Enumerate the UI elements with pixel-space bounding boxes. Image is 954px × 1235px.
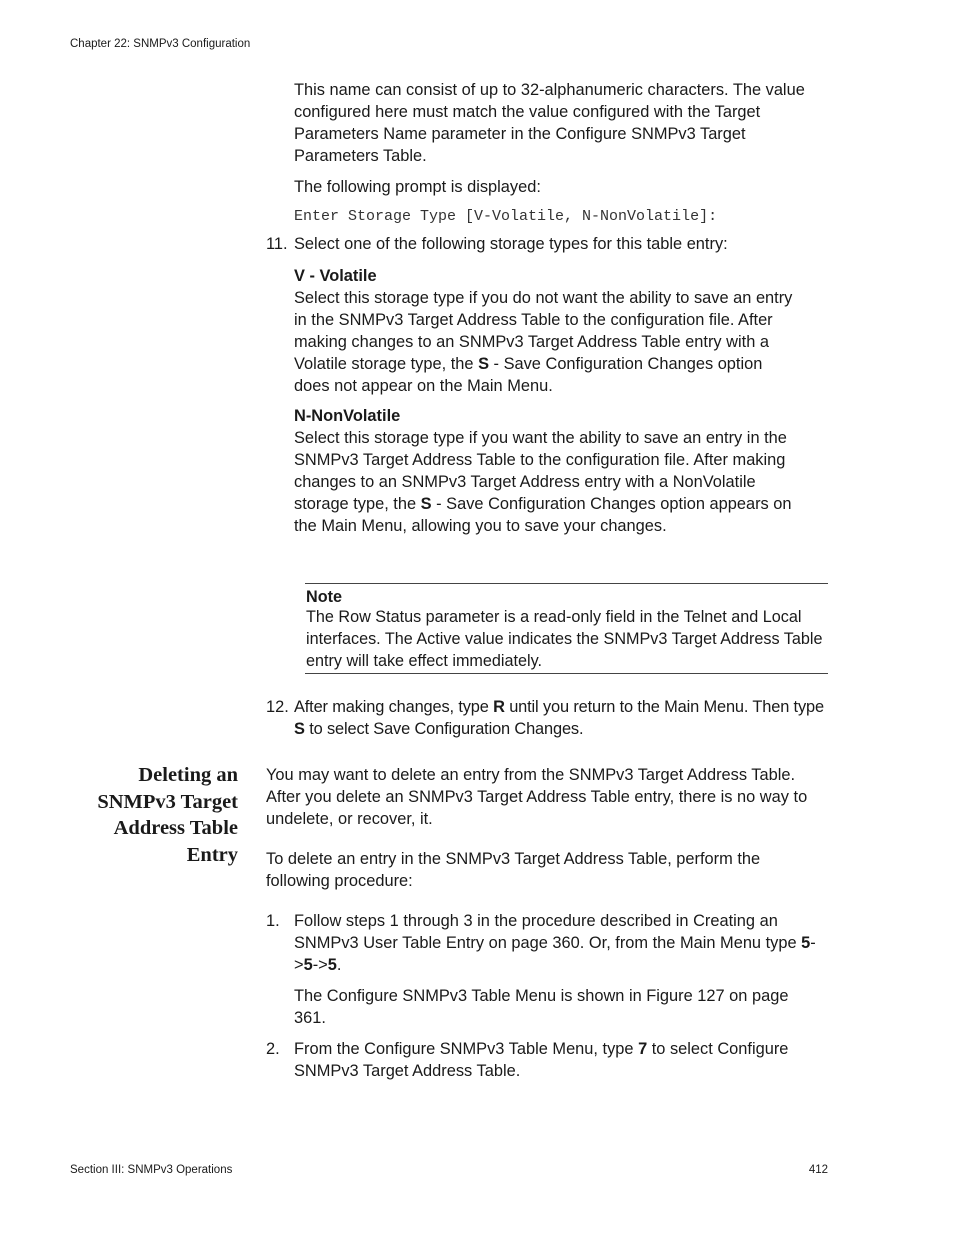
step-12-text <box>294 696 830 740</box>
note-text: The Row Status parameter is a read-only field in the Telnet and Local interfaces. The Active value indicates the SNMPv3 Target Address Table entry will take effect immediately. <box>306 608 823 670</box>
step-1-note: The Configure SNMPv3 Table Menu is shown in Figure 127 on page 361. <box>294 987 789 1027</box>
volatile-text-a: Select this storage type if you do not want the ability to save an entry in the SNMPv3 Target Address Table to the configuration file. After making changes to an SNMPv3 Target Address Table entry with a Volatile storage type, the <box>294 289 793 373</box>
step-12-number: 12. <box>266 698 289 716</box>
note-box <box>305 583 828 674</box>
volatile-text-b: - Save Configuration Changes option does not appear on the Main Menu. <box>294 355 763 395</box>
step-12-text-a: After making changes, type <box>294 698 494 716</box>
volatile-bold-s: S <box>478 355 489 373</box>
note-title: Note <box>306 588 342 606</box>
step-1-key-2: 5 <box>303 956 313 974</box>
step-12-bold-s: S <box>294 720 305 738</box>
step-1-key-1: 5 <box>801 934 811 952</box>
page-number: 412 <box>808 1164 828 1176</box>
nonvolatile-bold-s: S <box>420 495 432 513</box>
step-2-bold-7: 7 <box>638 1040 648 1058</box>
intro-paragraph: This name can consist of up to 32-alphanumeric characters. The value configured here must match the value configured with the Target Parameters Name parameter in the Configure SNMPv3 Target Parameters Table. <box>294 81 805 165</box>
section-paragraph-1: You may want to delete an entry from the SNMPv3 Target Address Table. After you delete an SNMPv3 Target Address Table entry, there is no way to undelete, or recover, it. <box>266 766 808 828</box>
step-2-number: 2. <box>266 1040 280 1058</box>
step-11-number: 11. <box>266 235 288 253</box>
step-2-text-b: to select Configure SNMPv3 Target Address Table. <box>294 1040 789 1080</box>
running-header: Chapter 22: SNMPv3 Configuration <box>70 38 251 50</box>
step-12-text-c: to select Save Configuration Changes. <box>304 720 584 738</box>
step-2-text-a: From the Configure SNMPv3 Table Menu, type <box>294 1040 639 1058</box>
nonvolatile-text-b: - Save Configuration Changes option appears on the Main Menu, allowing you to save your changes. <box>294 495 792 535</box>
step-2-text <box>294 1038 828 1082</box>
volatile-description <box>294 287 794 397</box>
step-1-text <box>294 910 828 976</box>
nonvolatile-title: N-NonVolatile <box>294 407 401 425</box>
prompt-code: Enter Storage Type [V-Volatile, N-NonVolatile]: <box>294 208 718 225</box>
step-11-text: Select one of the following storage types for this table entry: <box>294 235 728 253</box>
step-1-sep-2: -> <box>312 956 328 974</box>
prompt-intro: The following prompt is displayed: <box>294 178 541 196</box>
section-paragraph-2: To delete an entry in the SNMPv3 Target Address Table, perform the following procedure: <box>266 850 761 890</box>
running-footer: Section III: SNMPv3 Operations <box>70 1164 233 1176</box>
volatile-title: V - Volatile <box>294 267 377 285</box>
nonvolatile-description <box>294 427 800 537</box>
step-12-text-b: until you return to the Main Menu. Then type <box>504 698 824 716</box>
step-1-number: 1. <box>266 912 280 930</box>
nonvolatile-text-a: Select this storage type if you want the ability to save an entry in the SNMPv3 Target Address Table to the configuration file. After making changes to an SNMPv3 Target Address entry with a NonVolatile storage type, the <box>294 429 787 513</box>
step-1-text-a: Follow steps 1 through 3 in the procedure described in Creating an SNMPv3 User Table Entry on page 360. Or, from the Main Menu type <box>294 912 802 952</box>
section-heading: Deleting an SNMPv3 Target Address Table Entry <box>97 764 238 866</box>
step-12-bold-r: R <box>493 698 505 716</box>
step-1-end: . <box>336 956 342 974</box>
step-1-key-3: 5 <box>327 956 337 974</box>
step-1-sep-1: -> <box>294 934 816 974</box>
